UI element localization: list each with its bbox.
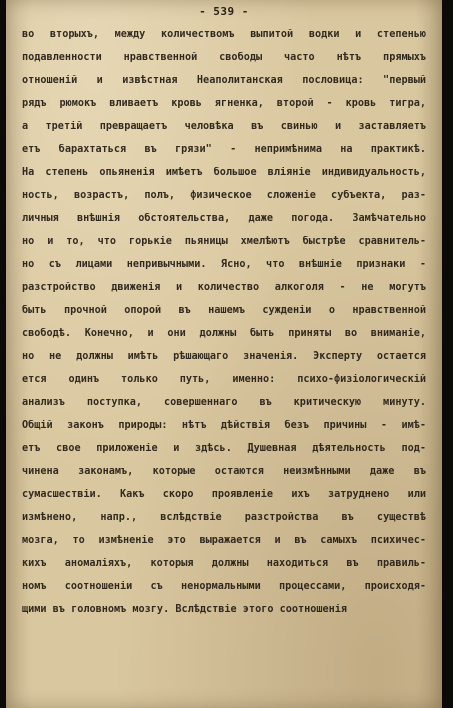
text-line-1: во вторыхъ, между количествомъ выпитой водки и степенью bbox=[22, 29, 426, 40]
text-line-3: отношеній и извѣстная Неаполитанская пословица: "первый bbox=[22, 75, 426, 86]
text-line-18: Общій законъ природы: нѣтъ дѣйствія безъ причины - имѣ- bbox=[22, 420, 426, 431]
text-line-23: мозга, то измѣненіе это выражается и въ самыхъ психичес- bbox=[22, 535, 426, 546]
text-line-10: но и то, что горькіе пьяницы хмелѣютъ быстрѣе сравнитель- bbox=[22, 236, 426, 247]
text-line-7: На степень опьяненія имѣетъ большое вліяніе индивидуальность, bbox=[22, 167, 426, 178]
page-number: - 539 - bbox=[199, 5, 249, 18]
text-line-20: чинена законамъ, которые остаются неизмѣнными даже въ bbox=[22, 466, 426, 477]
text-line-2: подавленности нравственной свободы часто нѣтъ прямыхъ bbox=[22, 52, 426, 63]
text-line-14: свободѣ. Конечно, и они должны быть приняты во вниманіе, bbox=[22, 328, 426, 339]
text-line-22: измѣнено, напр., вслѣдствіе разстройства въ существѣ bbox=[22, 512, 426, 523]
text-line-13: быть прочной опорой въ нашемъ сужденіи о нравственной bbox=[22, 305, 426, 316]
text-line-4: рядъ рюмокъ вливаетъ кровь ягненка, второй - кровь тигра, bbox=[22, 98, 426, 109]
text-line-25: номъ соотношеніи съ ненормальными процессами, происходя- bbox=[22, 581, 426, 592]
text-line-6: етъ барахтаться въ грязи" - непримѣнима на практикѣ. bbox=[22, 144, 426, 155]
text-line-8: ность, возрастъ, полъ, физическое сложеніе субъекта, раз- bbox=[22, 190, 426, 201]
text-line-19: етъ свое приложеніе и здѣсь. Душевная дѣятельность под- bbox=[22, 443, 426, 454]
text-line-9: личныя внѣшнія обстоятельства, даже погода. Замѣчательно bbox=[22, 213, 426, 224]
text-line-21: сумасшествіи. Какъ скоро проявленіе ихъ затруднено или bbox=[22, 489, 426, 500]
text-line-16: ется одинъ только путь, именно: психо-физіологическій bbox=[22, 374, 426, 385]
text-line-26: щими въ головномъ мозгу. Вслѣдствіе этого соотношенія bbox=[22, 604, 348, 615]
body-text bbox=[22, 29, 426, 627]
text-line-12: разстройство движенія и количество алкоголя - не могутъ bbox=[22, 282, 426, 293]
scanned-page bbox=[6, 0, 442, 708]
text-line-5: а третій превращаетъ человѣка въ свинью и заставляетъ bbox=[22, 121, 426, 132]
text-line-11: но съ лицами непривычными. Ясно, что внѣшніе признаки - bbox=[22, 259, 426, 270]
text-line-17: анализъ поступка, совершеннаго въ критическую минуту. bbox=[22, 397, 426, 408]
text-line-15: но не должны имѣть рѣшающаго значенія. Эксперту остается bbox=[22, 351, 426, 362]
text-line-24: кихъ аномаліяхъ, которыя должны находиться въ правиль- bbox=[22, 558, 426, 569]
